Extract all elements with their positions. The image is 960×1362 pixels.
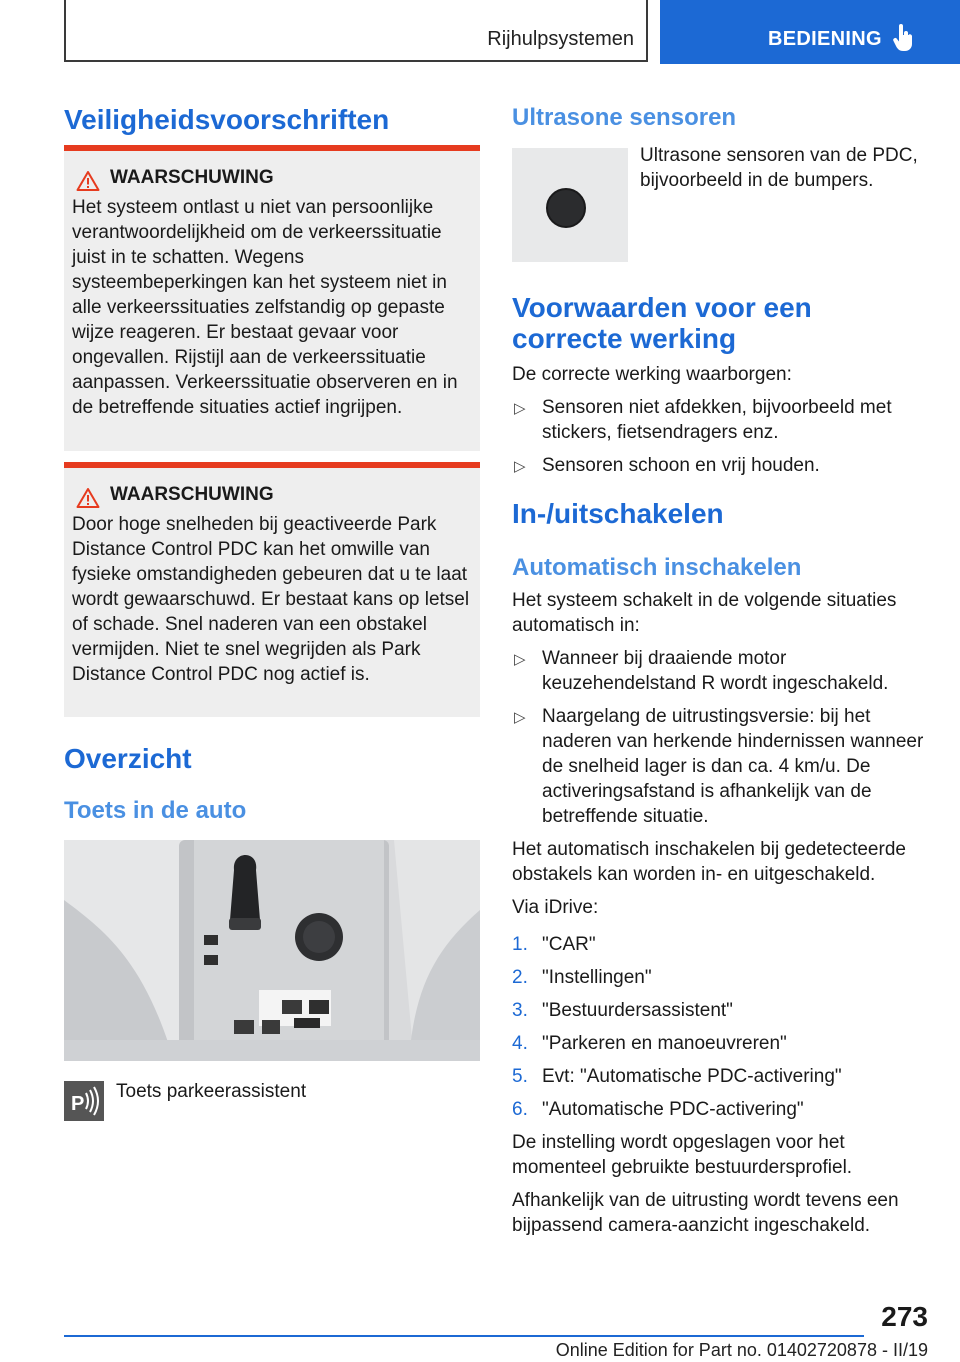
via-idrive: Via iDrive: xyxy=(512,897,599,918)
auto-intro: Het systeem schakelt in de volgende situaties automatisch in: xyxy=(512,590,897,636)
switch-heading: In-/uitschakelen xyxy=(512,498,724,529)
page-number: 273 xyxy=(881,1301,928,1332)
menu-path-step: 5. Evt: "Automatische PDC-activering" xyxy=(512,1066,842,1087)
overview-heading: Overzicht xyxy=(64,743,192,774)
ultrasonic-sensor-image xyxy=(512,148,628,262)
header-chapter-box xyxy=(64,0,648,62)
conditions-intro: De correcte werking waarborgen: xyxy=(512,364,792,385)
triangle-bullet-icon: ▷ xyxy=(514,458,526,475)
section-title: BEDIENING xyxy=(768,28,882,50)
button-caption: Toets parkeerassistent xyxy=(116,1081,307,1102)
after-text-2: Afhankelijk van de uitrusting wordt tevens een bijpassend camera-aanzicht ingeschakeld. xyxy=(512,1190,899,1236)
triangle-bullet-icon: ▷ xyxy=(514,400,526,417)
menu-path-step: 1. "CAR" xyxy=(512,934,596,955)
conditions-heading: Voorwaarden voor een correcte werking xyxy=(512,292,812,354)
warning-triangle-icon xyxy=(76,170,100,192)
list-item: ▷ Naargelang de uitrustingsversie: bij het naderen van herkende hindernissen wanneer de snelheid lager is dan ca. 4 km/u. De activeringsafstand is afhankelijk van de betreffende situatie. xyxy=(514,706,924,827)
parking-assistant-icon xyxy=(64,1081,104,1121)
menu-path-step: 4. "Parkeren en manoeuvreren" xyxy=(512,1033,787,1054)
hand-pointer-icon xyxy=(893,24,915,52)
after-text-1: De instelling wordt opgeslagen voor het momenteel gebruikte bestuurdersprofiel. xyxy=(512,1132,853,1178)
safety-heading: Veiligheidsvoorschriften xyxy=(64,104,390,135)
warning-title: WAARSCHUWING xyxy=(110,484,274,505)
list-item: ▷ Sensoren schoon en vrij houden. xyxy=(512,453,928,478)
warning-box-1 xyxy=(64,145,480,451)
ultrasonic-text: Ultrasone sensoren van de PDC, bijvoorbeeld in de bumpers. xyxy=(640,145,918,191)
footer-divider xyxy=(64,1335,864,1337)
button-in-car-heading: Toets in de auto xyxy=(64,797,247,824)
menu-path-step: 2. "Instellingen" xyxy=(512,967,652,988)
menu-path-step: 3. "Bestuurdersassistent" xyxy=(512,1000,733,1021)
warning-text: Door hoge snelheden bij geactiveerde Park Distance Control PDC kan het omwille van fysieke omstandigheden gebeuren dat u te laat wordt gewaarschuwd. Er bestaat kans op letsel of schade. Snel naderen van een obstakel vermijden. Niet te snel wegrijden als Park Distance Control PDC nog actief is. xyxy=(72,514,470,685)
auto-switch-heading: Automatisch inschakelen xyxy=(512,554,802,581)
menu-path-step: 6. "Automatische PDC-activering" xyxy=(512,1099,804,1120)
auto-note: Het automatisch inschakelen bij gedetecteerde obstakels kan worden in- en uitgeschakeld. xyxy=(512,839,906,885)
center-console-image xyxy=(64,840,480,1061)
warning-text: Het systeem ontlast u niet van persoonlijke verantwoordelijkheid om de verkeerssituatie juist in te schatten. Wegens systeembeperkingen kan het systeem niet in alle verkeerssituaties zelfstandig op gepaste wijze reageren. Er bestaat gevaar voor ongevallen. Rijstijl aan de verkeerssituatie aanpassen. Verkeerssituatie observeren en in de betreffende situaties actief ingrijpen. xyxy=(72,197,458,418)
svg-text:P: P xyxy=(71,1093,85,1115)
list-item: ▷ Wanneer bij draaiende motor keuzehendelstand R wordt ingeschakeld. xyxy=(514,648,889,694)
list-item: ▷ Sensoren niet afdekken, bijvoorbeeld met stickers, fietsendragers enz. xyxy=(514,397,892,443)
triangle-bullet-icon: ▷ xyxy=(514,651,526,668)
ultrasonic-heading: Ultrasone sensoren xyxy=(512,104,737,131)
warning-title: WAARSCHUWING xyxy=(110,167,274,188)
header-section-tab[interactable] xyxy=(660,0,960,64)
triangle-bullet-icon: ▷ xyxy=(514,709,526,726)
edition-text: Online Edition for Part no. 01402720878 - II/19 xyxy=(555,1340,928,1360)
chapter-title: Rijhulpsystemen xyxy=(487,28,634,50)
warning-triangle-icon xyxy=(76,487,100,509)
warning-box-2 xyxy=(64,462,480,717)
